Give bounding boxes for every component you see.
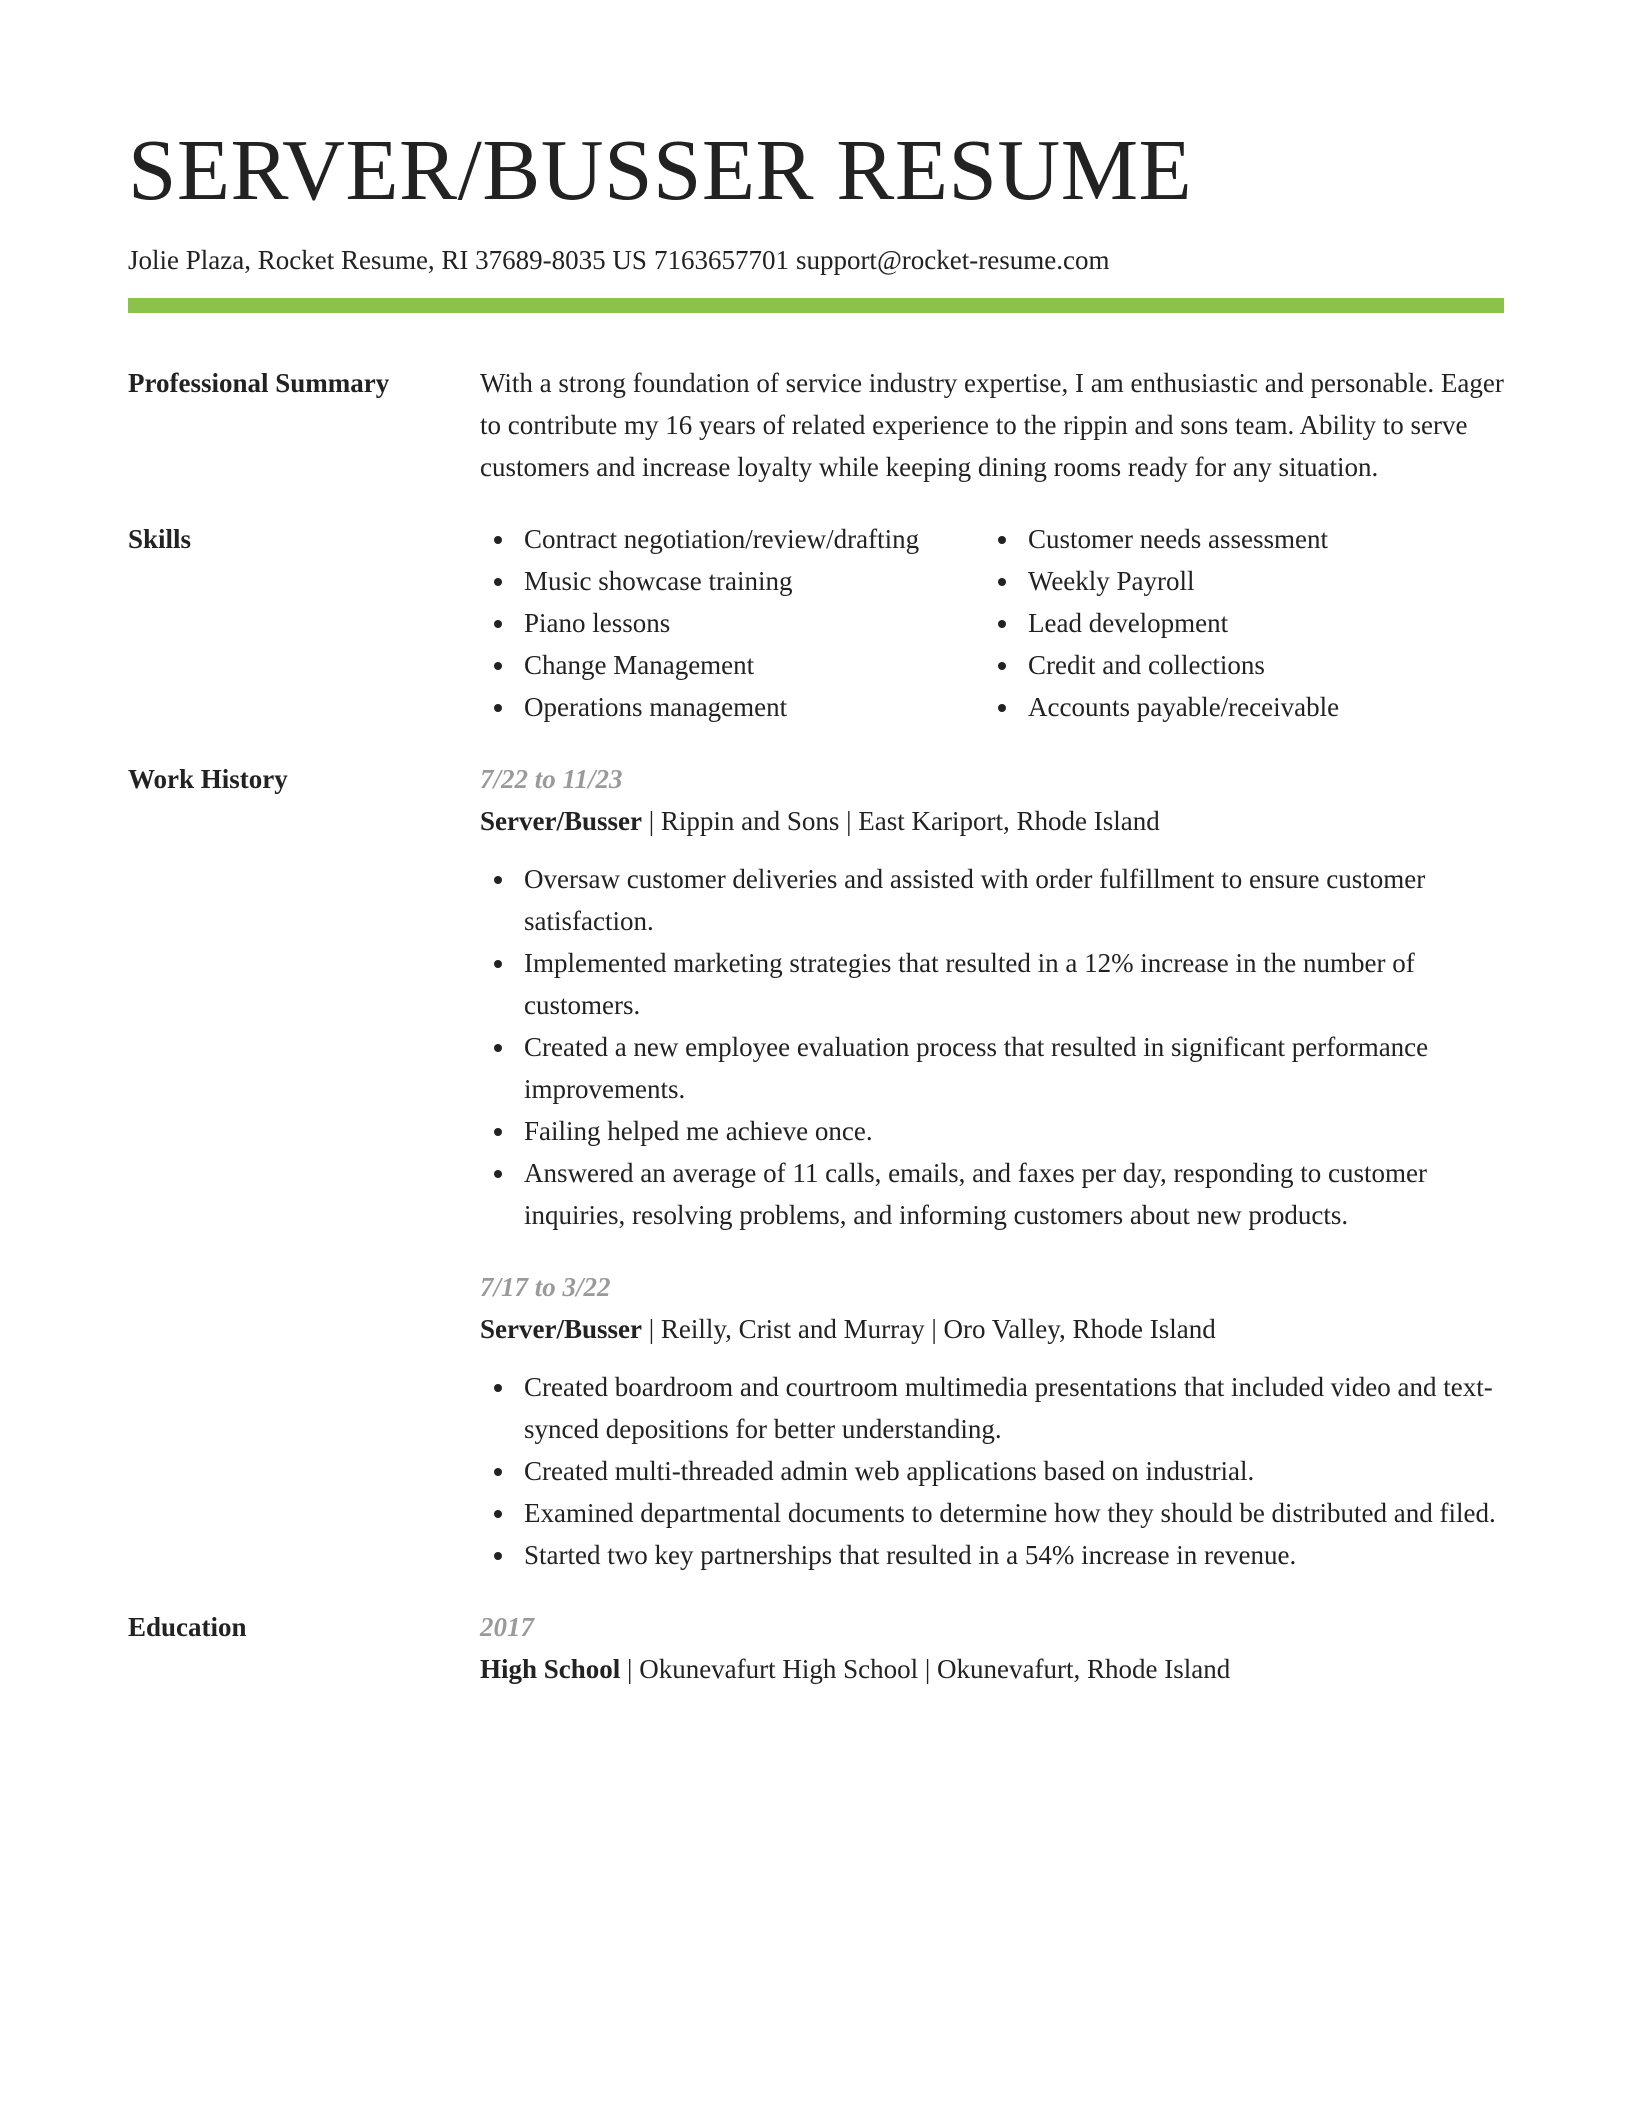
skill-item: Accounts payable/receivable	[984, 686, 1339, 728]
skill-item: Credit and collections	[984, 644, 1339, 686]
summary-text: With a strong foundation of service industry expertise, I am enthusiastic and personable. Eager to contribute my 16 years of related experience to the rippin and sons team. Ability to serve customers and increase loyalty while keeping dining rooms ready for any situation.	[480, 368, 1504, 482]
education-degree: High School	[480, 1654, 621, 1684]
education-heading: Education	[128, 1612, 247, 1642]
skill-item: Piano lessons	[480, 602, 984, 644]
job-title: Server/Busser	[480, 806, 642, 836]
summary-section	[128, 362, 1504, 488]
summary-heading: Professional Summary	[128, 368, 390, 398]
header-divider	[128, 298, 1504, 313]
skills-heading: Skills	[128, 524, 192, 554]
job-bullet: Created boardroom and courtroom multimedia presentations that included video and text-synced depositions for better understanding.	[480, 1366, 1504, 1450]
job-bullet: Started two key partnerships that resulted in a 54% increase in revenue.	[480, 1534, 1504, 1576]
work-history-heading: Work History	[128, 764, 288, 794]
job-line	[480, 1308, 1504, 1350]
job-bullet: Oversaw customer deliveries and assisted with order fulfillment to ensure customer satisfaction.	[480, 858, 1504, 942]
skills-section	[128, 518, 1504, 728]
job-details: | Rippin and Sons | East Kariport, Rhode Island	[641, 806, 1160, 836]
contact-email: support@rocket-resume.com	[795, 245, 1110, 275]
job-details: | Reilly, Crist and Murray | Oro Valley, Rhode Island	[641, 1314, 1216, 1344]
job-bullet: Failing helped me achieve once.	[480, 1110, 1504, 1152]
job-dates: 7/17 to 3/22	[480, 1272, 611, 1302]
resume-page	[128, 118, 1504, 1690]
skill-item: Customer needs assessment	[984, 518, 1339, 560]
skill-item: Change Management	[480, 644, 984, 686]
job-bullet: Created a new employee evaluation process that resulted in significant performance improvements.	[480, 1026, 1504, 1110]
skills-list-right	[984, 518, 1339, 728]
contact-address: Jolie Plaza, Rocket Resume, RI 37689-8035 US	[128, 245, 647, 275]
job-bullet: Examined departmental documents to determine how they should be distributed and filed.	[480, 1492, 1504, 1534]
education-year: 2017	[480, 1612, 534, 1642]
job-entry	[480, 1266, 1504, 1576]
skill-item: Weekly Payroll	[984, 560, 1339, 602]
job-title: Server/Busser	[480, 1314, 642, 1344]
education-line	[480, 1648, 1504, 1690]
job-line	[480, 800, 1504, 842]
contact-phone: 7163657701	[653, 245, 789, 275]
job-entry	[480, 758, 1504, 1236]
job-dates: 7/22 to 11/23	[480, 764, 623, 794]
education-body	[480, 1606, 1504, 1690]
job-bullets	[480, 1366, 1504, 1576]
work-history-section	[128, 758, 1504, 1576]
contact-line	[128, 242, 1504, 278]
job-bullet: Answered an average of 11 calls, emails, and faxes per day, responding to customer inquiries, resolving problems, and informing customers about new products.	[480, 1152, 1504, 1236]
skills-list-left	[480, 518, 984, 728]
skill-item: Contract negotiation/review/drafting	[480, 518, 984, 560]
skill-item: Lead development	[984, 602, 1339, 644]
skill-item: Music showcase training	[480, 560, 984, 602]
job-bullet: Implemented marketing strategies that resulted in a 12% increase in the number of customers.	[480, 942, 1504, 1026]
work-history-body	[480, 758, 1504, 1576]
resume-title: SERVER/BUSSER RESUME	[128, 121, 1193, 218]
job-bullet: Created multi-threaded admin web applications based on industrial.	[480, 1450, 1504, 1492]
skills-grid	[480, 518, 1504, 728]
education-section	[128, 1606, 1504, 1690]
job-bullets	[480, 858, 1504, 1236]
skill-item: Operations management	[480, 686, 984, 728]
education-details: | Okunevafurt High School | Okunevafurt, Rhode Island	[620, 1654, 1231, 1684]
